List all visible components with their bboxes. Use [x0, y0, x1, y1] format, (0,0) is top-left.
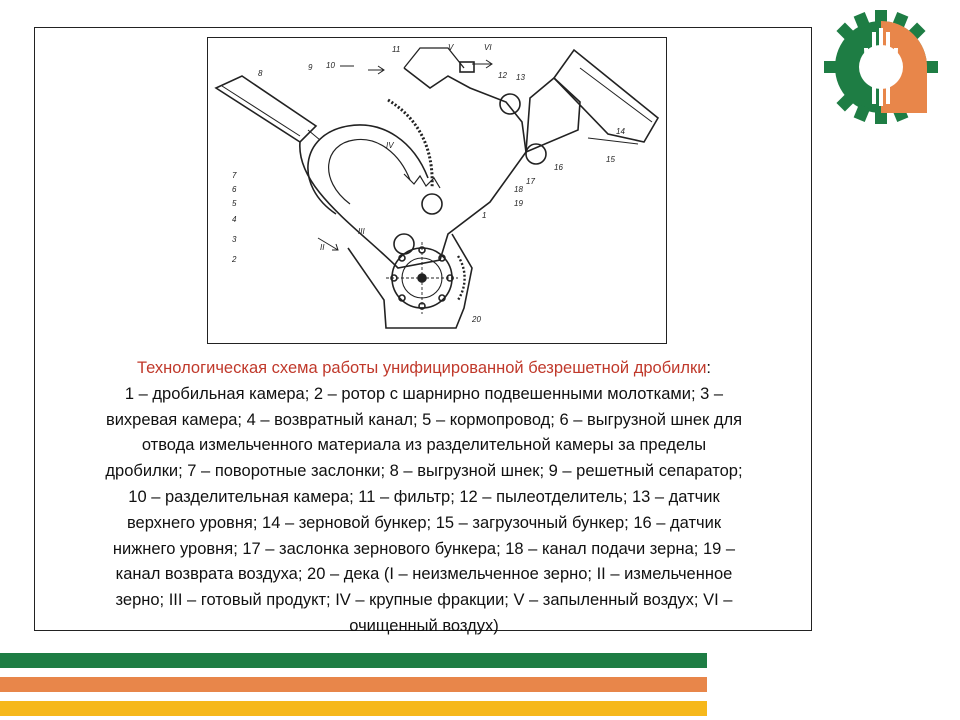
- sieve-separator-9: [404, 174, 440, 188]
- label-15: 15: [606, 155, 615, 164]
- caption-line: верхнего уровня; 14 – зерновой бункер; 15 – загрузочный бункер; 16 – датчик: [126, 513, 722, 532]
- caption-line: вихревая камера; 4 – возвратный канал; 5 – кормопровод; 6 – выгрузной шнек для: [105, 410, 743, 429]
- label-16: 16: [554, 163, 563, 172]
- label-18: 18: [514, 185, 523, 194]
- gear-wheat-logo-icon: [822, 8, 940, 126]
- content-frame: [34, 27, 812, 635]
- loading-bunker-15: [554, 50, 658, 142]
- label-r5: V: [448, 43, 454, 52]
- caption-line: 10 – разделительная камера; 11 – фильтр; 12 – пылеотделитель; 13 – датчик: [128, 487, 720, 506]
- label-5: 5: [232, 199, 237, 208]
- label-1: 1: [482, 211, 487, 220]
- crushing-chamber: [348, 234, 472, 328]
- auger-chute-8: [216, 76, 316, 142]
- label-r3: III: [358, 227, 365, 236]
- label-10: 10: [326, 61, 335, 70]
- label-9: 9: [308, 63, 313, 72]
- decor-stripe-yellow: [0, 701, 707, 716]
- label-6: 6: [232, 185, 237, 194]
- decor-stripe-green: [0, 653, 707, 668]
- auger-6: [422, 194, 442, 214]
- figure-caption: [41, 356, 807, 640]
- crusher-diagram: [207, 37, 667, 344]
- label-3: 3: [232, 235, 237, 244]
- decor-stripe-orange: [0, 677, 707, 692]
- label-17: 17: [526, 177, 535, 186]
- label-11: 11: [392, 45, 401, 54]
- caption-title-suffix: :: [706, 359, 712, 377]
- caption-line: зерно; III – готовый продукт; IV – крупные фракции; V – запыленный воздух; VI –: [115, 591, 733, 610]
- caption-line: канал возврата воздуха; 20 – дека (I – неизмельченное зерно; II – измельченное: [115, 565, 733, 584]
- label-7: 7: [232, 171, 237, 180]
- caption-line: отвода измельченного материала из разделительной камеры за пределы: [141, 436, 707, 455]
- deck-20: [458, 256, 465, 300]
- label-13: 13: [516, 73, 525, 82]
- label-r6: VI: [484, 43, 492, 52]
- crusher-schematic: [208, 38, 666, 343]
- label-12: 12: [498, 71, 507, 80]
- label-2: 2: [232, 255, 237, 264]
- label-8: 8: [258, 69, 263, 78]
- label-r2: II: [320, 243, 325, 252]
- label-4: 4: [232, 215, 237, 224]
- caption-line: 1 – дробильная камера; 2 – ротор с шарнирно подвешенными молотками; 3 –: [124, 384, 724, 403]
- label-14: 14: [616, 127, 625, 136]
- caption-title: Технологическая схема работы унифицированной безрешетной дробилки: [136, 359, 707, 377]
- label-20: 20: [472, 315, 481, 324]
- caption-line: дробилки; 7 – поворотные заслонки; 8 – выгрузной шнек; 9 – решетный сепаратор;: [105, 462, 743, 481]
- dust-separator-12: [500, 94, 520, 114]
- filter-11: [388, 100, 432, 188]
- caption-line: нижнего уровня; 17 – заслонка зернового бункера; 18 – канал подачи зерна; 19 –: [112, 539, 736, 558]
- label-r4: IV: [386, 141, 394, 150]
- caption-line: очищенный воздух): [349, 616, 499, 635]
- label-19: 19: [514, 199, 523, 208]
- grain-bunker-14: [526, 78, 580, 152]
